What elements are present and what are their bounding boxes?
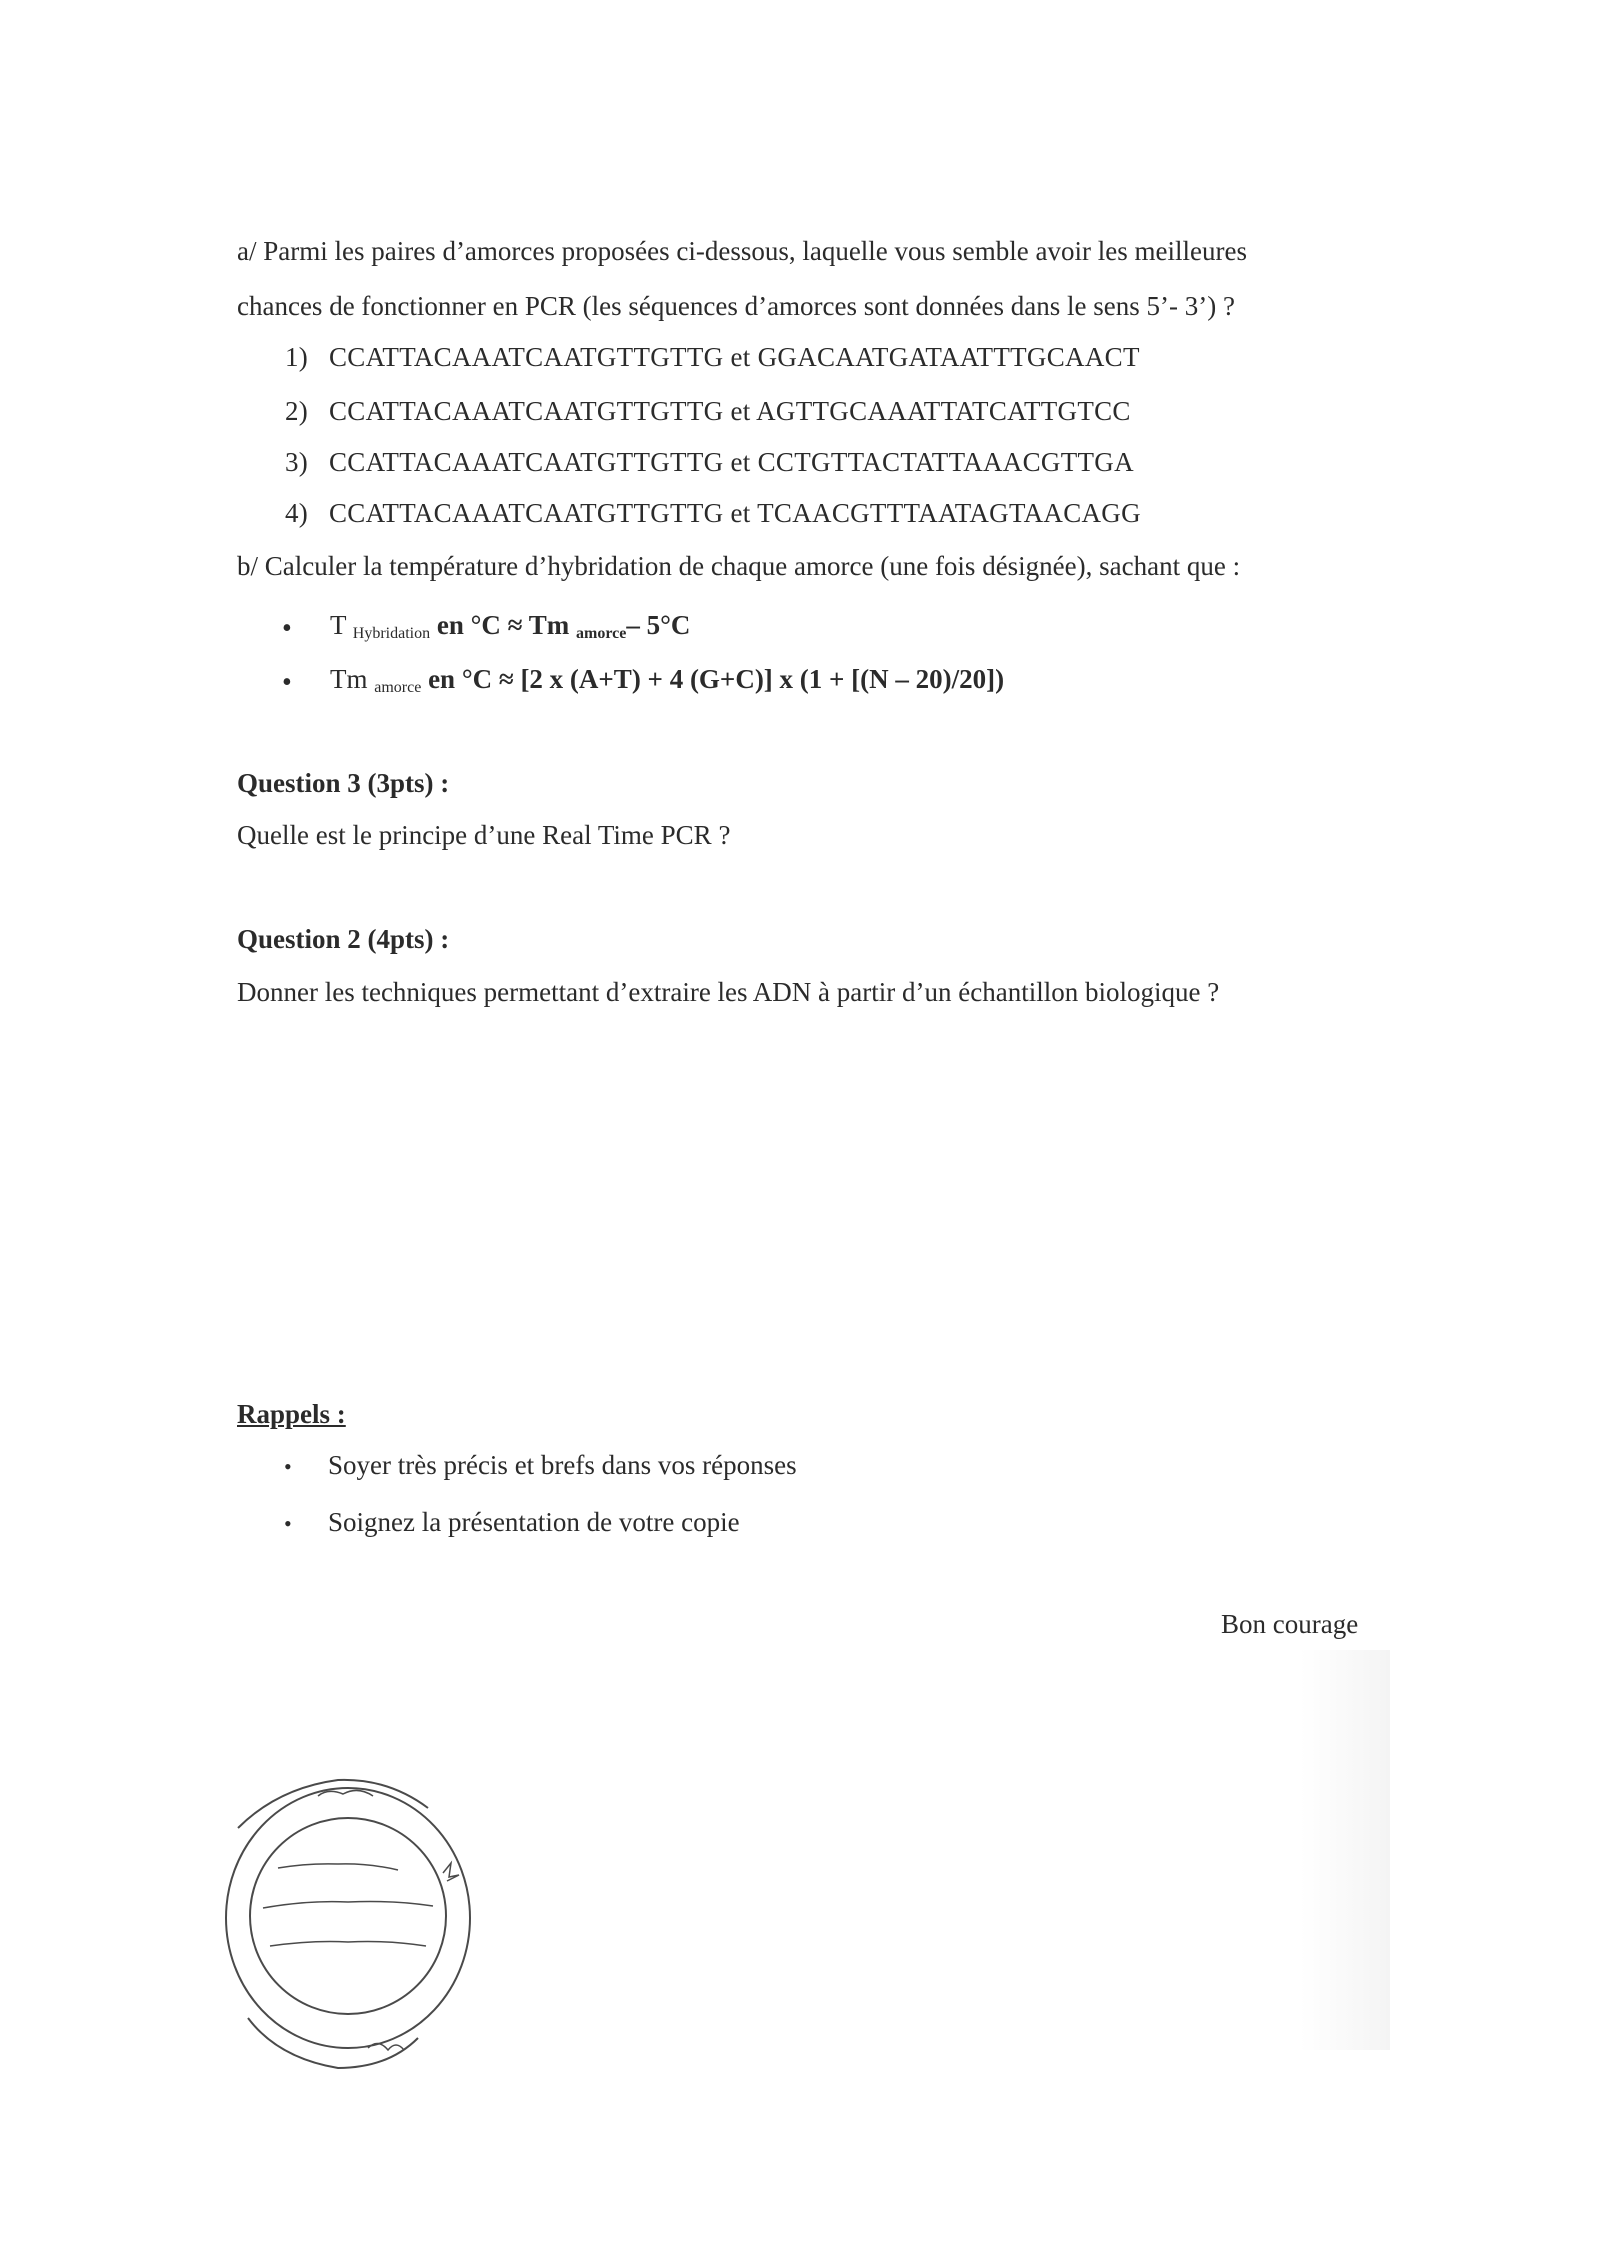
closing-text: Bon courage [1221, 1609, 1359, 1639]
formula-mid: en °C ≈ Tm [436, 610, 570, 640]
formula-bullet-2: • [282, 667, 292, 698]
rappel-item-2 [284, 1505, 740, 1541]
question-3-title: Question 3 (3pts) : [237, 768, 450, 798]
rappel-text: Soyer très précis et brefs dans vos réponses [328, 1450, 797, 1480]
official-stamp-icon [218, 1768, 478, 2088]
primer-pair-sequences: CCATTACAAATCAATGTTGTTG et CCTGTTACTATTAAACGTTGA [329, 447, 1134, 477]
part-a-line-1: a/ Parmi les paires d’amorces proposées ci-dessous, laquelle vous semble avoir les meilleures [237, 236, 1247, 266]
primer-pair-number: 1) [285, 342, 309, 372]
bullet-icon: • [284, 1511, 292, 1536]
question-2-title: Question 2 (4pts) : [237, 924, 450, 954]
primer-pair-2 [285, 394, 1131, 428]
primer-pair-sequences: CCATTACAAATCAATGTTGTTG et TCAACGTTTAATAGTAACAGG [329, 498, 1141, 528]
formula-bullet-1: • [282, 613, 292, 644]
primer-pair-sequences: CCATTACAAATCAATGTTGTTG et GGACAATGATAATTTGCAACT [329, 342, 1140, 372]
rappels-title: Rappels : [237, 1399, 346, 1429]
formula-tm-rest: en °C ≈ [2 x (A+T) + 4 (G+C)] x (1 + [(N – 20)/20]) [428, 664, 1005, 694]
bullet-icon: • [284, 1454, 292, 1479]
formula-end: – 5°C [626, 610, 691, 640]
primer-pair-3 [285, 445, 1134, 479]
formula-tm: Tm [330, 664, 368, 694]
primer-pair-number: 2) [285, 396, 309, 426]
formula-sub-amorce: amorce [575, 625, 627, 642]
primer-pair-number: 4) [285, 498, 309, 528]
hybridation-formula [330, 608, 690, 651]
formula-sub-amorce: amorce [374, 679, 422, 696]
question-2-text: Donner les techniques permettant d’extraire les ADN à partir d’un échantillon biologique ? [237, 977, 1220, 1007]
primer-pair-sequences: CCATTACAAATCAATGTTGTTG et AGTTGCAAATTATCATTGTCC [329, 396, 1131, 426]
tm-formula [330, 662, 1004, 705]
part-b-line: b/ Calculer la température d’hybridation de chaque amorce (une fois désignée), sachant que : [237, 551, 1241, 581]
scan-shading [1300, 1650, 1390, 2050]
primer-pair-1 [285, 340, 1140, 374]
rappel-item-1 [284, 1448, 797, 1484]
primer-pair-4 [285, 496, 1141, 530]
formula-sub-hybridation: Hybridation [352, 625, 431, 642]
question-3-text: Quelle est le principe d’une Real Time PCR ? [237, 820, 731, 850]
formula-t: T [330, 610, 347, 640]
primer-pair-number: 3) [285, 447, 309, 477]
rappel-text: Soignez la présentation de votre copie [328, 1507, 740, 1537]
part-a-line-2: chances de fonctionner en PCR (les séquences d’amorces sont données dans le sens 5’- 3’) ? [237, 291, 1235, 321]
